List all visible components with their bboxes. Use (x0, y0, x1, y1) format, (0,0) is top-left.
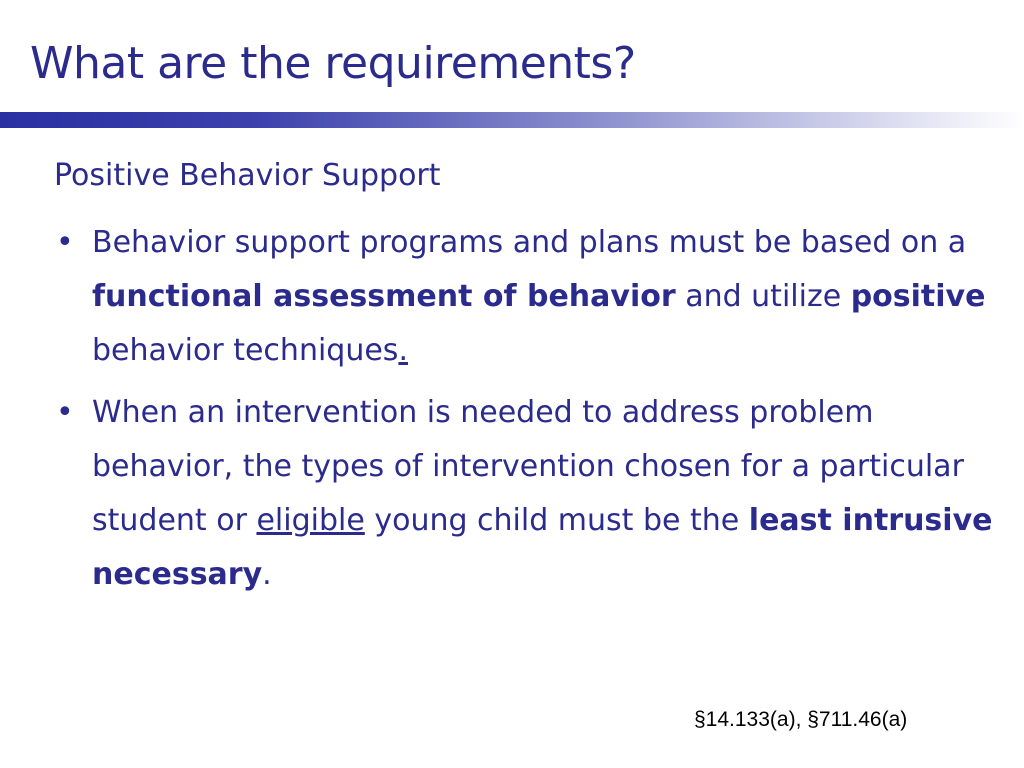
bullet-list (54, 216, 994, 610)
slide-subtitle: Positive Behavior Support (54, 158, 441, 193)
bullet-item-functional-assessment (54, 216, 994, 378)
title-divider (0, 112, 1024, 128)
bullet-icon: • (56, 395, 74, 430)
bullet-text: . (262, 557, 272, 592)
bullet-text: When an intervention is needed to address problem behavior, the types of intervention chosen for a particular student or (92, 395, 964, 538)
regulation-citation: §14.133(a), §711.46(a) (694, 708, 908, 731)
bullet-text: behavior techniques (92, 333, 399, 368)
bullet-item-least-intrusive (54, 386, 994, 602)
slide-title: What are the requirements? (30, 38, 636, 89)
bullet-text: young child must be the (364, 503, 749, 538)
emphasis-positive: positive (850, 279, 986, 314)
bullet-icon: • (56, 225, 74, 260)
bullet-period: . (398, 333, 408, 368)
bullet-text: and utilize (675, 279, 851, 314)
underlined-eligible: eligible (256, 503, 365, 538)
bullet-text: Behavior support programs and plans must be based on a (92, 225, 967, 260)
emphasis-least-intrusive: least intrusive necessary (92, 503, 993, 592)
emphasis-functional-assessment: functional assessment of behavior (92, 279, 676, 314)
